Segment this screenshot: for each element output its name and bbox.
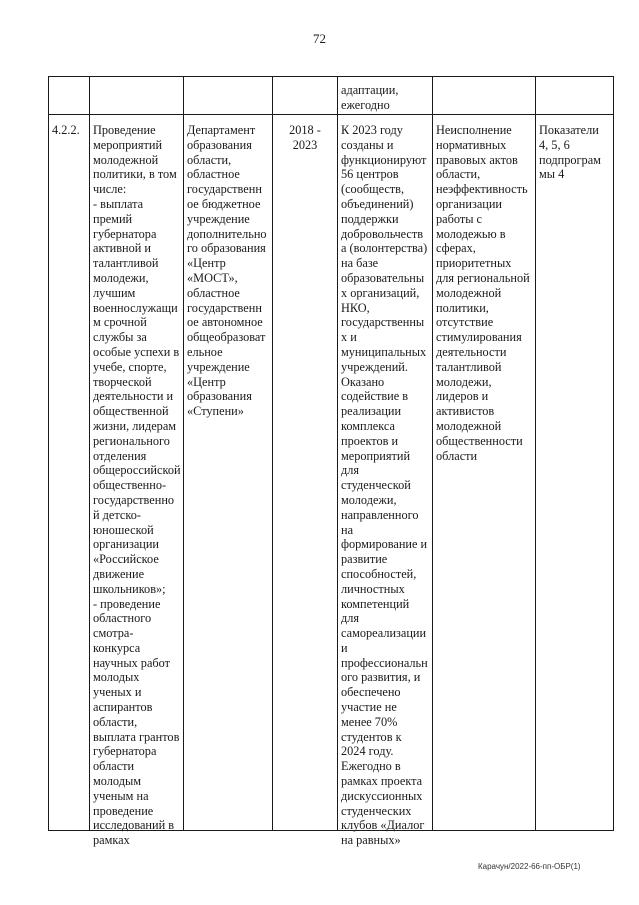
text-line: студенческой [341, 478, 411, 493]
text-line: особые успехи в [93, 344, 180, 359]
text-line: общественной [93, 404, 169, 419]
text-line: го образования [187, 241, 266, 256]
text-line: направленного [341, 507, 419, 522]
text-line: государственно [93, 492, 175, 507]
text-line: (сообществ, [341, 182, 405, 197]
text-line: мероприятий [93, 137, 163, 152]
text-line: образования [187, 137, 252, 152]
text-line: й детско- [93, 507, 141, 522]
text-line: правовых актов [436, 152, 518, 167]
continuation-cell [338, 83, 432, 113]
text-line: деятельности [436, 344, 507, 359]
text-line: государственн [187, 182, 262, 197]
text-line: ежегодно [341, 97, 390, 112]
text-line: молодежи, [341, 492, 397, 507]
text-line: студентов к [341, 729, 402, 744]
text-line: «Центр [187, 374, 226, 389]
text-line: образовательны [341, 270, 425, 285]
text-line: объединений) [341, 196, 414, 211]
period-cell [273, 123, 337, 153]
text-line: формирование и [341, 537, 428, 552]
text-line: общественности [436, 433, 523, 448]
text-line: молодежью в [436, 226, 506, 241]
text-line: на равных» [341, 833, 401, 848]
row-number-cell [49, 123, 89, 138]
text-line: отсутствие [436, 315, 494, 330]
text-line: дополнительно [187, 226, 267, 241]
text-line: губернатора [93, 226, 157, 241]
text-line: неэффективность [436, 182, 528, 197]
text-line: областное [187, 167, 240, 182]
text-line: 2018 - [289, 123, 321, 137]
text-line: для региональной [436, 270, 530, 285]
text-line: премий [93, 211, 133, 226]
document-code: Карачун/2022-66-пп-ОБР(1) [478, 862, 581, 871]
text-line: жизни, лидерам [93, 418, 177, 433]
text-line: функционируют [341, 152, 427, 167]
text-line: менее 70% [341, 714, 398, 729]
text-line: организации [93, 537, 160, 552]
text-line: участие не [341, 700, 397, 715]
text-line: активной и [93, 241, 151, 256]
text-line: сферах, [436, 241, 476, 256]
row-divider [48, 114, 614, 115]
text-line: 56 центров [341, 167, 399, 182]
text-line: творческой [93, 374, 152, 389]
text-line: молодежной [93, 152, 159, 167]
text-line: «МОСТ», [187, 270, 238, 285]
text-line: конкурса [93, 640, 141, 655]
text-line: муниципальных [341, 344, 427, 359]
indicators-cell [536, 123, 613, 182]
text-line: «Российское [93, 552, 159, 567]
text-line: регионального [93, 433, 170, 448]
text-line: учреждение [187, 359, 250, 374]
text-line: стимулирования [436, 330, 522, 345]
text-line: губернатора [93, 744, 157, 759]
text-line: развитие [341, 552, 388, 567]
text-line: 4, 5, 6 [539, 137, 570, 152]
text-line: научных работ [93, 655, 171, 670]
text-line: ученых и [93, 685, 142, 700]
text-line: движение [93, 566, 145, 581]
text-line: деятельности и [93, 389, 174, 404]
text-line: школьников»; [93, 581, 166, 596]
text-line: х и [341, 330, 357, 345]
text-line: юношеской [93, 522, 154, 537]
text-line: содействие в [341, 389, 409, 404]
text-line: учебе, спорте, [93, 359, 167, 374]
text-line: мы 4 [539, 167, 565, 182]
text-line: молодежи, [436, 374, 492, 389]
text-line: на базе [341, 256, 379, 271]
text-line: студенческих [341, 803, 412, 818]
text-line: НКО, [341, 300, 370, 315]
consequences-cell [433, 123, 535, 463]
text-line: для [341, 611, 360, 626]
text-line: области, [93, 714, 138, 729]
text-line: «Ступени» [187, 404, 244, 419]
text-line: общеобразоват [187, 330, 266, 345]
text-line: ого развития, и [341, 670, 421, 685]
text-line: Ежегодно в [341, 759, 401, 774]
text-line: Неисполнение [436, 123, 512, 137]
text-line: «Центр [187, 256, 226, 271]
text-line: области [93, 759, 135, 774]
text-line: приоритетных [436, 256, 512, 271]
text-line: адаптации, [341, 83, 399, 97]
text-line: отделения [93, 448, 147, 463]
text-line: талантливой [436, 359, 502, 374]
text-line: клубов «Диалог [341, 818, 425, 833]
text-line: - выплата [93, 196, 144, 211]
text-line: созданы и [341, 137, 394, 152]
text-line: молодым [93, 774, 141, 789]
text-line: ученым на [93, 788, 149, 803]
text-line: работы с [436, 211, 483, 226]
text-line: добровольчеств [341, 226, 424, 241]
text-line: проведение [93, 803, 154, 818]
text-line: 2024 году. [341, 744, 394, 759]
text-line: области, [436, 167, 481, 182]
text-line: областного [93, 611, 152, 626]
text-line: учреждение [187, 211, 250, 226]
text-line: политики, [436, 300, 489, 315]
text-line: организации [436, 196, 503, 211]
text-line: способностей, [341, 566, 417, 581]
executor-cell [184, 123, 272, 419]
text-line: обеспечено [341, 685, 401, 700]
text-line: мероприятий [341, 448, 411, 463]
text-line: - проведение [93, 596, 161, 611]
text-line: 2023 [292, 137, 318, 152]
text-line: на [341, 522, 354, 537]
text-line: нормативных [436, 137, 507, 152]
text-line: государственн [187, 300, 262, 315]
text-line: выплата грантов [93, 729, 180, 744]
text-line: Проведение [93, 123, 156, 137]
text-line: смотра- [93, 626, 134, 641]
text-line: военнослужащи [93, 300, 178, 315]
text-line: талантливой [93, 256, 159, 271]
text-line: политики, в том [93, 167, 177, 182]
text-line: К 2023 году [341, 123, 403, 137]
text-line: активистов [436, 404, 495, 419]
text-line: области [436, 448, 478, 463]
text-line: ое бюджетное [187, 196, 261, 211]
column-border [535, 76, 536, 831]
text-line: м срочной [93, 315, 147, 330]
row-number: 4.2.2. [52, 123, 80, 137]
text-line: ое автономное [187, 315, 263, 330]
text-line: и [341, 640, 348, 655]
column-border [48, 76, 49, 831]
text-line: профессиональн [341, 655, 428, 670]
text-line: компетенций [341, 596, 410, 611]
text-line: общественно- [93, 478, 167, 493]
table-top-border [48, 76, 614, 77]
text-line: поддержки [341, 211, 399, 226]
text-line: молодежи, [93, 270, 149, 285]
text-line: исследований в [93, 818, 175, 833]
text-line: а (волонтерства) [341, 241, 428, 256]
text-line: службы за [93, 330, 147, 345]
text-line: проектов и [341, 433, 399, 448]
text-line: областное [187, 285, 240, 300]
text-line: молодежной [436, 285, 502, 300]
text-line: подпрограм [539, 152, 601, 167]
text-line: самореализации [341, 626, 427, 641]
text-line: молодежной [436, 418, 502, 433]
text-line: комплекса [341, 418, 395, 433]
text-line: Оказано [341, 374, 385, 389]
text-line: Показатели [539, 123, 599, 137]
text-line: числе: [93, 182, 127, 197]
text-line: лучшим [93, 285, 136, 300]
text-line: аспирантов [93, 700, 153, 715]
text-line: ельное [187, 344, 223, 359]
measure-cell [90, 123, 183, 848]
text-line: области, [187, 152, 232, 167]
text-line: молодых [93, 670, 140, 685]
text-line: общероссийской [93, 463, 181, 478]
text-line: реализации [341, 404, 402, 419]
text-line: Департамент [187, 123, 256, 137]
text-line: рамках [93, 833, 130, 848]
result-cell [338, 123, 432, 848]
text-line: учреждений. [341, 359, 408, 374]
text-line: для [341, 463, 360, 478]
column-border [613, 76, 614, 831]
text-line: рамках проекта [341, 774, 423, 789]
page-number: 72 [313, 31, 326, 46]
text-line: образования [187, 389, 252, 404]
text-line: личностных [341, 581, 405, 596]
column-border [272, 76, 273, 831]
text-line: х организаций, [341, 285, 420, 300]
text-line: дискуссионных [341, 788, 423, 803]
text-line: государственны [341, 315, 425, 330]
text-line: лидеров и [436, 389, 489, 404]
